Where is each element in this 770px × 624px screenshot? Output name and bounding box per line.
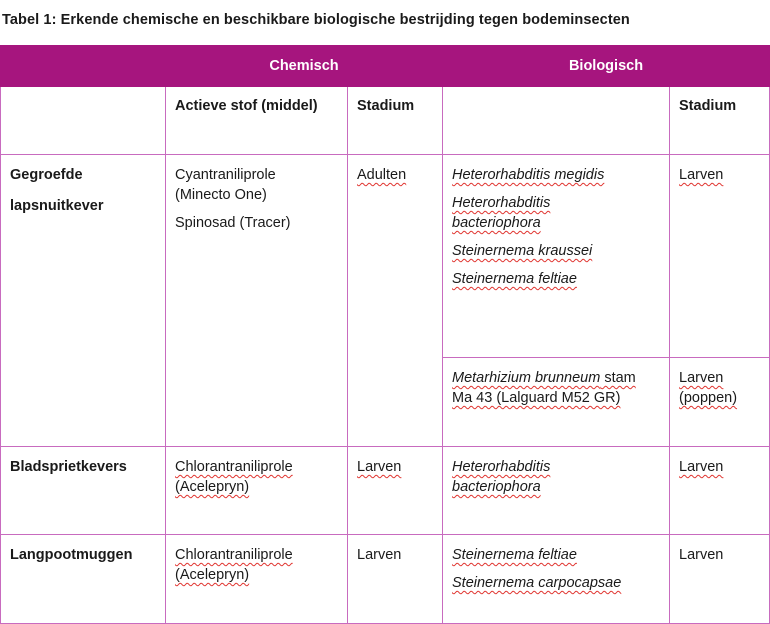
chemical-substance: Spinosad (Tracer) xyxy=(175,215,291,231)
biological-agents xyxy=(443,447,670,535)
chemical-substances xyxy=(166,535,348,624)
biological-stage xyxy=(670,447,770,535)
chemical-substances xyxy=(166,447,348,535)
chemical-product: (Acelepryn) xyxy=(175,479,250,495)
table-row xyxy=(1,535,770,624)
stage-label: Larven xyxy=(679,370,724,386)
bio-agent: Steinernema feltiae xyxy=(452,547,577,563)
table-row xyxy=(1,447,770,535)
subheader-bio-stage: Stadium xyxy=(670,87,770,155)
header-empty xyxy=(1,46,166,87)
bio-agent: bacteriophora xyxy=(452,215,541,231)
pest-name: Langpootmuggen xyxy=(1,535,166,624)
chemical-substances xyxy=(166,155,348,447)
subheader-row xyxy=(1,87,770,155)
control-table xyxy=(0,45,770,624)
bio-agent: bacteriophora xyxy=(452,479,541,495)
biological-agents xyxy=(443,155,670,358)
bio-agent: Metarhizium brunneum xyxy=(452,370,601,386)
stage-label: Larven xyxy=(357,547,402,563)
subheader-bio-empty xyxy=(443,87,670,155)
bio-product: Ma 43 (Lalguard M52 GR) xyxy=(452,390,621,406)
chemical-substance: Chlorantraniliprole xyxy=(175,459,293,475)
table-title: Tabel 1: Erkende chemische en beschikbare biologische bestrijding tegen bodeminsecten xyxy=(2,12,630,28)
biological-stage xyxy=(670,155,770,358)
pest-name xyxy=(1,155,166,447)
bio-agent: Steinernema feltiae xyxy=(452,271,577,287)
biological-agents xyxy=(443,358,670,447)
stage-label: Larven xyxy=(679,547,724,563)
biological-stage xyxy=(670,535,770,624)
biological-stage xyxy=(670,358,770,447)
subheader-empty xyxy=(1,87,166,155)
biological-agents xyxy=(443,535,670,624)
chemical-stage xyxy=(348,447,443,535)
header-biological: Biologisch xyxy=(443,46,770,87)
stage-label: Larven xyxy=(679,459,724,475)
chemical-substance: Cyantraniliprole xyxy=(175,167,276,183)
table-row xyxy=(1,155,770,358)
stage-label: Adulten xyxy=(357,167,407,183)
bio-agent: Heterorhabditis xyxy=(452,195,551,211)
pest-name-line: Gegroefde xyxy=(10,167,83,183)
bio-agent: Steinernema kraussei xyxy=(452,243,593,259)
chemical-product: (Acelepryn) xyxy=(175,567,250,583)
chemical-stage xyxy=(348,155,443,447)
bio-agent: Heterorhabditis megidis xyxy=(452,167,605,183)
chemical-stage xyxy=(348,535,443,624)
bio-strain: stam xyxy=(600,370,636,386)
header-chemical: Chemisch xyxy=(166,46,443,87)
chemical-substance: Chlorantraniliprole xyxy=(175,547,293,563)
stage-label: Larven xyxy=(679,167,724,183)
bio-agent: Heterorhabditis xyxy=(452,459,551,475)
stage-label: (poppen) xyxy=(679,390,738,406)
pest-name-line: lapsnuitkever xyxy=(10,198,104,214)
subheader-active-substance: Actieve stof (middel) xyxy=(166,87,348,155)
pest-name: Bladsprietkevers xyxy=(1,447,166,535)
header-row xyxy=(1,46,770,87)
subheader-stage: Stadium xyxy=(348,87,443,155)
stage-label: Larven xyxy=(357,459,402,475)
chemical-product: (Minecto One) xyxy=(175,187,267,203)
bio-agent: Steinernema carpocapsae xyxy=(452,575,622,591)
